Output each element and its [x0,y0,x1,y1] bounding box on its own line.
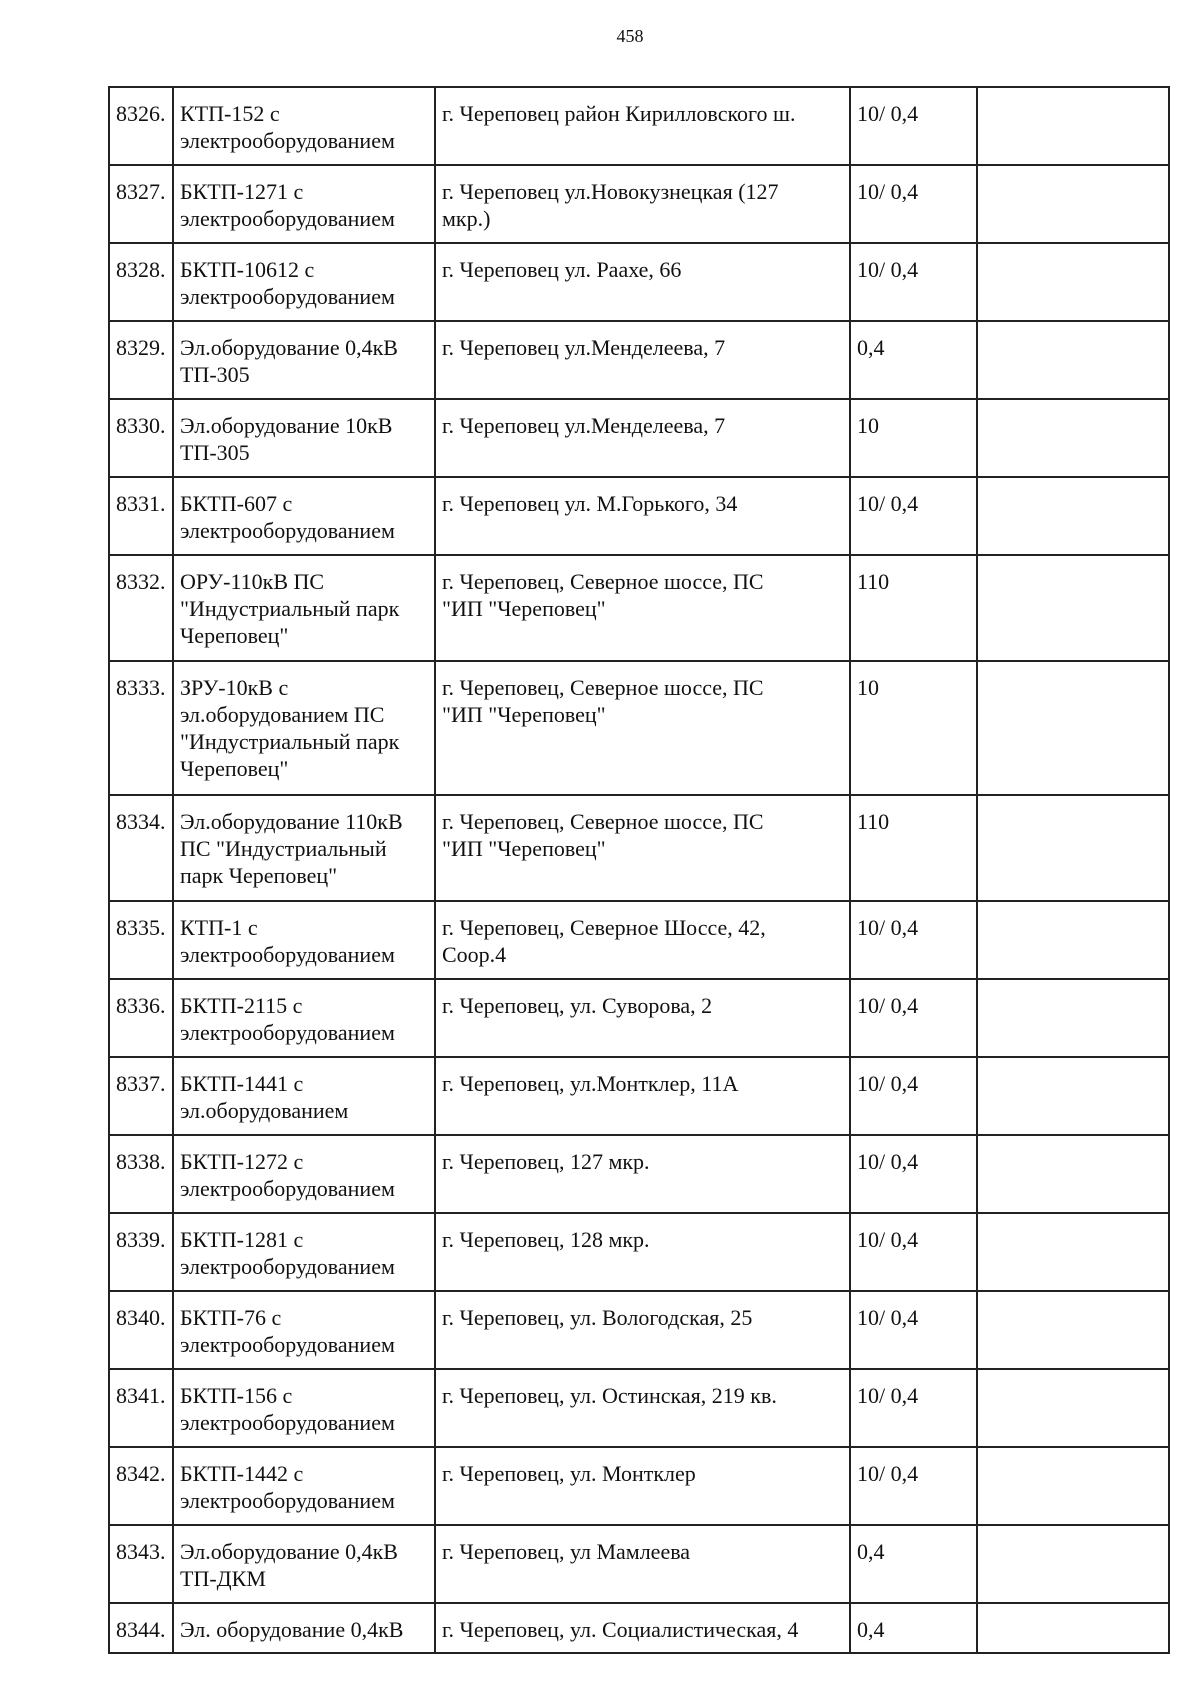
object-name: ОРУ-110кВ ПС "Индустриальный парк Череповец" [173,555,435,661]
object-address: г. Череповец, ул. Вологодская, 25 [435,1291,850,1369]
object-name: БКТП-1281 с электрооборудованием [173,1213,435,1291]
object-name: БКТП-607 с электрооборудованием [173,477,435,555]
table-row [109,979,1169,1057]
empty-cell [977,1447,1169,1525]
row-number: 8332. [109,555,173,661]
object-name: БКТП-1271 с электрооборудованием [173,165,435,243]
voltage: 10/ 0,4 [850,979,977,1057]
object-address: г. Череповец, ул Мамлеева [435,1525,850,1603]
voltage: 10/ 0,4 [850,477,977,555]
table-row [109,1603,1169,1653]
object-address: г. Череповец ул.Менделеева, 7 [435,399,850,477]
table-row [109,165,1169,243]
object-name: БКТП-10612 с электрооборудованием [173,243,435,321]
object-name: БКТП-2115 с электрооборудованием [173,979,435,1057]
row-number: 8342. [109,1447,173,1525]
table-row [109,1447,1169,1525]
voltage: 10/ 0,4 [850,1291,977,1369]
voltage: 10/ 0,4 [850,165,977,243]
object-address: г. Череповец, Северное шоссе, ПС "ИП "Череповец" [435,555,850,661]
object-address: г. Череповец, Северное шоссе, ПС "ИП "Череповец" [435,661,850,795]
table-row [109,555,1169,661]
voltage: 10/ 0,4 [850,1213,977,1291]
table-row [109,1525,1169,1603]
table-row [109,477,1169,555]
empty-cell [977,1603,1169,1653]
voltage: 10/ 0,4 [850,243,977,321]
empty-cell [977,1213,1169,1291]
empty-cell [977,165,1169,243]
empty-cell [977,243,1169,321]
object-name: КТП-152 с электрооборудованием [173,87,435,165]
object-address: г. Череповец, 128 мкр. [435,1213,850,1291]
voltage: 110 [850,795,977,901]
object-name: Эл.оборудование 0,4кВ ТП-305 [173,321,435,399]
empty-cell [977,555,1169,661]
object-name: БКТП-1441 с эл.оборудованием [173,1057,435,1135]
object-address: г. Череповец ул. М.Горького, 34 [435,477,850,555]
object-address: г. Череповец, ул. Остинская, 219 кв. [435,1369,850,1447]
table-row [109,1369,1169,1447]
empty-cell [977,477,1169,555]
row-number: 8337. [109,1057,173,1135]
row-number: 8330. [109,399,173,477]
object-name: КТП-1 с электрооборудованием [173,901,435,979]
row-number: 8329. [109,321,173,399]
table-row [109,1213,1169,1291]
row-number: 8343. [109,1525,173,1603]
row-number: 8340. [109,1291,173,1369]
row-number: 8341. [109,1369,173,1447]
row-number: 8326. [109,87,173,165]
table-row [109,87,1169,165]
object-name: БКТП-1272 с электрооборудованием [173,1135,435,1213]
empty-cell [977,1369,1169,1447]
row-number: 8336. [109,979,173,1057]
object-address: г. Череповец район Кирилловского ш. [435,87,850,165]
object-name: БКТП-76 с электрооборудованием [173,1291,435,1369]
row-number: 8333. [109,661,173,795]
voltage: 10/ 0,4 [850,1057,977,1135]
row-number: 8335. [109,901,173,979]
empty-cell [977,1525,1169,1603]
empty-cell [977,1291,1169,1369]
voltage: 10/ 0,4 [850,1369,977,1447]
voltage: 10 [850,399,977,477]
voltage: 10/ 0,4 [850,1447,977,1525]
registry-table-body [109,87,1169,1653]
object-address: г. Череповец, ул. Социалистическая, 4 [435,1603,850,1653]
table-row [109,795,1169,901]
object-address: г. Череповец, ул. Суворова, 2 [435,979,850,1057]
object-name: Эл.оборудование 110кВ ПС "Индустриальный парк Череповец" [173,795,435,901]
object-name: БКТП-1442 с электрооборудованием [173,1447,435,1525]
object-name: ЗРУ-10кВ с эл.оборудованием ПС "Индустриальный парк Череповец" [173,661,435,795]
empty-cell [977,901,1169,979]
object-address: г. Череповец ул. Раахе, 66 [435,243,850,321]
empty-cell [977,1057,1169,1135]
empty-cell [977,661,1169,795]
voltage: 110 [850,555,977,661]
row-number: 8334. [109,795,173,901]
row-number: 8327. [109,165,173,243]
table-row [109,243,1169,321]
empty-cell [977,1135,1169,1213]
table-row [109,399,1169,477]
object-address: г. Череповец, ул. Монтклер [435,1447,850,1525]
empty-cell [977,795,1169,901]
row-number: 8339. [109,1213,173,1291]
table-row [109,661,1169,795]
voltage: 10/ 0,4 [850,901,977,979]
object-address: г. Череповец, 127 мкр. [435,1135,850,1213]
object-name: Эл.оборудование 0,4кВ ТП-ДКМ [173,1525,435,1603]
voltage: 10 [850,661,977,795]
page-number: 458 [616,26,644,46]
object-address: г. Череповец ул.Новокузнецкая (127 мкр.) [435,165,850,243]
object-address: г. Череповец, ул.Монтклер, 11А [435,1057,850,1135]
object-address: г. Череповец, Северное шоссе, ПС "ИП "Череповец" [435,795,850,901]
table-row [109,1057,1169,1135]
voltage: 0,4 [850,1603,977,1653]
table-row [109,1291,1169,1369]
voltage: 0,4 [850,321,977,399]
table-row [109,901,1169,979]
object-name: Эл. оборудование 0,4кВ [173,1603,435,1653]
object-name: БКТП-156 с электрооборудованием [173,1369,435,1447]
registry-table [108,86,1170,1654]
empty-cell [977,87,1169,165]
voltage: 10/ 0,4 [850,87,977,165]
table-row [109,321,1169,399]
row-number: 8344. [109,1603,173,1653]
row-number: 8331. [109,477,173,555]
object-address: г. Череповец ул.Менделеева, 7 [435,321,850,399]
object-address: г. Череповец, Северное Шоссе, 42, Соор.4 [435,901,850,979]
empty-cell [977,321,1169,399]
voltage: 0,4 [850,1525,977,1603]
empty-cell [977,979,1169,1057]
table-row [109,1135,1169,1213]
object-name: Эл.оборудование 10кВ ТП-305 [173,399,435,477]
empty-cell [977,399,1169,477]
row-number: 8328. [109,243,173,321]
voltage: 10/ 0,4 [850,1135,977,1213]
row-number: 8338. [109,1135,173,1213]
